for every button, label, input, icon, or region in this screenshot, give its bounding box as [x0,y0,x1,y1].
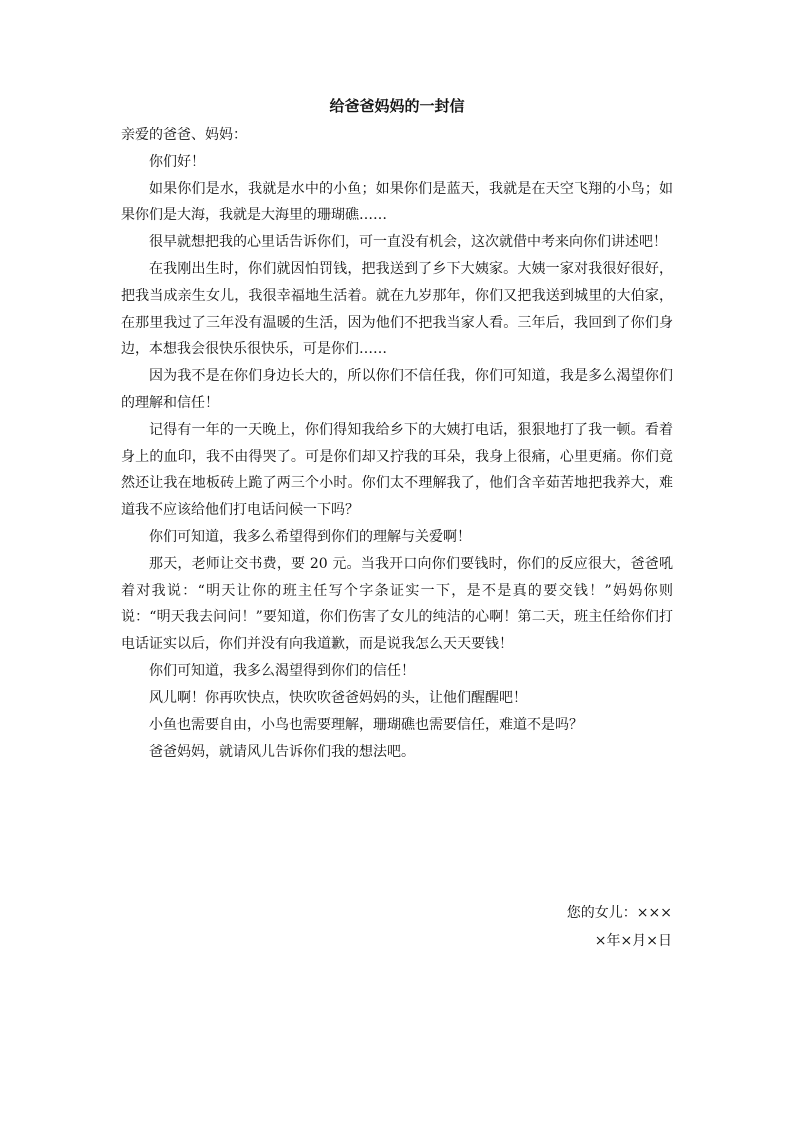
paragraph-childhood: 在我刚出生时，你们就因怕罚钱，把我送到了乡下大姨家。大姨一家对我很好很好，把我当成亲生女儿，我很幸福地生活着。就在九岁那年，你们又把我送到城里的大伯家，在那里我过了三年没有温暖的生活，因为他们不把我当家人看。三年后，我回到了你们身边，本想我会很快乐很快乐，可是你们…… [121,260,673,358]
paragraph-understanding: 你们可知道，我多么希望得到你们的理解与关爱啊！ [149,528,471,545]
paragraph-book-fee: 那天，老师让交书费，要 20 元。当我开口向你们要钱时，你们的反应很大，爸爸吼着对我说：“明天让你的班主任写个字条证实一下，是不是真的要交钱！”妈妈你则说：“明天我去问问！”要知道，你们伤害了女儿的纯洁的心啊！第二天，班主任给你们打电话证实以后，你们并没有向我道歉，而是说我怎么天天要钱！ [121,555,673,653]
paragraph-phone-call: 记得有一年的一天晚上，你们得知我给乡下的大姨打电话，狠狠地打了我一顿。看着身上的血印，我不由得哭了。可是你们却又拧我的耳朵，我身上很痛，心里更痛。你们竟然还让我在地板砖上跪了两三个小时。你们太不理解我了，他们含辛茹苦地把我养大，难道我不应该给他们打电话问候一下吗？ [121,421,673,519]
paragraph-greeting: 你们好！ [149,153,205,170]
paragraph-wind: 风儿啊！你再吹快点，快吹吹爸爸妈妈的头，让他们醒醒吧！ [149,689,527,706]
letter-body [121,122,673,766]
paragraph-closing: 爸爸妈妈，就请风儿告诉你们我的想法吧。 [149,743,415,760]
paragraph-fish-bird: 如果你们是水，我就是水中的小鱼；如果你们是蓝天，我就是在天空飞翔的小鸟；如果你们是大海，我就是大海里的珊瑚礁…… [121,180,673,224]
signature: 您的女儿：××× [566,905,672,921]
paragraph-trust-wish: 你们可知道，我多么渴望得到你们的信任！ [149,662,415,679]
salutation: 亲爱的爸爸、妈妈： [121,127,247,143]
paragraph-intent: 很早就想把我的心里话告诉你们，可一直没有机会，这次就借中考来向你们讲述吧！ [149,234,667,251]
paragraph-needs: 小鱼也需要自由，小鸟也需要理解，珊瑚礁也需要信任，难道不是吗？ [149,716,583,733]
letter-title: 给爸爸妈妈的一封信 [329,97,465,115]
paragraph-trust: 因为我不是在你们身边长大的，所以你们不信任我，你们可知道，我是多么渴望你们的理解和信任！ [121,368,673,411]
letter-date: ×年×月×日 [594,933,672,949]
